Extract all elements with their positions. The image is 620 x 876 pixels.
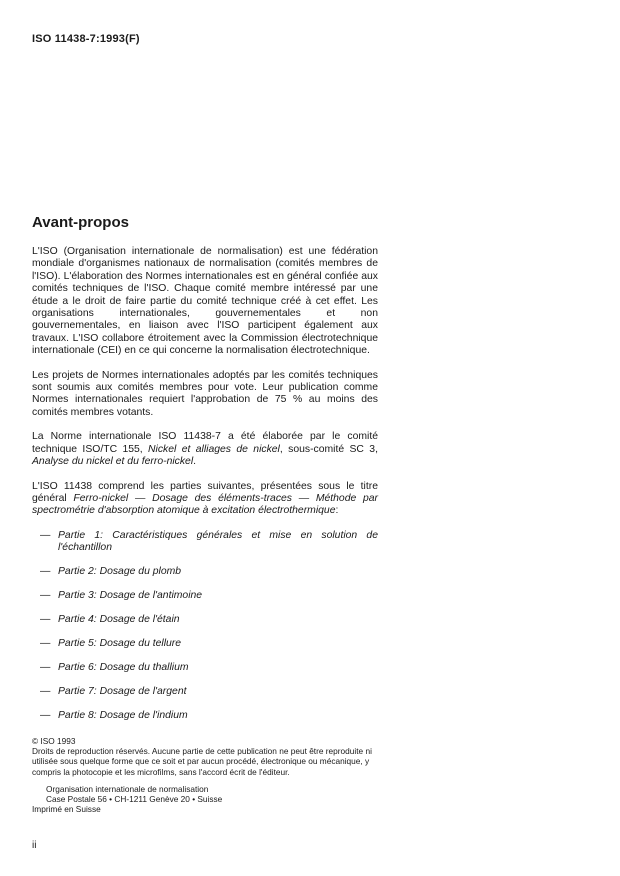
list-dash: —: [40, 529, 51, 541]
part-text: Partie 5: Dosage du tellure: [58, 638, 182, 650]
copyright-block: [32, 736, 378, 814]
paragraph-committee: [32, 431, 378, 468]
committee-title: Nickel et alliages de nickel: [148, 443, 280, 455]
list-item: [32, 686, 378, 698]
part-text: Partie 8: Dosage de l'indium: [58, 710, 188, 722]
document-id: ISO 11438-7:1993(F): [32, 33, 140, 45]
paragraph-voting: Les projets de Normes internationales adoptés par les comités techniques sont soumis aux comités membres pour vote. Leur publication comme Normes internationales requiert l'approbation de 75 % au moins des comités membres votants.: [32, 369, 378, 418]
part-text: Partie 2: Dosage du plomb: [58, 566, 182, 578]
reproduction-rights: Droits de reproduction réservés. Aucune partie de cette publication ne peut être reproduite ni utilisée sous quelque forme que ce soit et par aucun procédé, électronique ou mécanique, y compris la photocopie et les microfilms, sans l'accord écrit de l'éditeur.: [32, 746, 372, 777]
list-dash: —: [40, 686, 51, 698]
publisher-address: Case Postale 56 • CH-1211 Genève 20 • Suisse: [46, 794, 223, 805]
printed-in: Imprimé en Suisse: [32, 804, 101, 815]
page-number: ii: [32, 840, 37, 851]
parts-intro-text: L'ISO 11438 comprend les parties suivantes, présentées sous le titre général: [32, 480, 378, 504]
list-item: [32, 614, 378, 626]
foreword-body: [32, 246, 378, 734]
list-item: [32, 662, 378, 674]
general-title: Ferro-nickel — Dosage des éléments-traces — Méthode par spectrométrie d'absorption atomique à excitation électrothermique: [32, 492, 378, 517]
part-text: Partie 3: Dosage de l'antimoine: [58, 590, 203, 602]
list-dash: —: [40, 590, 51, 602]
publisher-name: Organisation internationale de normalisation: [46, 783, 209, 794]
list-item: [32, 638, 378, 650]
part-text: Partie 4: Dosage de l'étain: [58, 614, 180, 626]
part-text: Partie 7: Dosage de l'argent: [58, 686, 187, 698]
list-item: [32, 530, 378, 555]
committee-text-3: .: [193, 456, 197, 468]
paragraph-parts-intro: [32, 481, 378, 518]
paragraph-iso-intro: L'ISO (Organisation internationale de normalisation) est une fédération mondiale d'organismes nationaux de normalisation (comités membres de l'ISO). L'élaboration des Normes internationales est en général confiée aux comités techniques de l'ISO. Chaque comité membre intéressé par une étude a le droit de faire partie du comité technique créé à cet effet. Les organisations internationales, gouvernementales et non gouvernementales, en liaison avec l'ISO participent également aux travaux. L'ISO collabore étroitement avec la Commission électrotechnique internationale (CEI) en ce qui concerne la normalisation électrotechnique.: [32, 246, 378, 357]
parts-intro-colon: :: [335, 505, 339, 517]
list-dash: —: [40, 566, 51, 578]
list-item: [32, 590, 378, 602]
committee-text-1: La Norme internationale ISO 11438-7 a été élaborée par le comité technique ISO/TC 155,: [32, 431, 378, 455]
subcommittee-title: Analyse du nickel et du ferro-nickel: [32, 456, 194, 468]
copyright-notice: © ISO 1993: [32, 736, 76, 746]
list-item: [32, 710, 378, 722]
part-text: Partie 6: Dosage du thallium: [58, 662, 189, 674]
list-dash: —: [40, 614, 51, 626]
part-text: Partie 1: Caractéristiques générales et mise en solution de l'échantillon: [58, 529, 378, 554]
parts-list: [32, 530, 378, 723]
list-dash: —: [40, 638, 51, 650]
list-dash: —: [40, 710, 51, 722]
list-dash: —: [40, 662, 51, 674]
committee-text-2: , sous-comité SC 3,: [279, 443, 378, 455]
section-title: Avant-propos: [32, 214, 129, 231]
list-item: [32, 566, 378, 578]
